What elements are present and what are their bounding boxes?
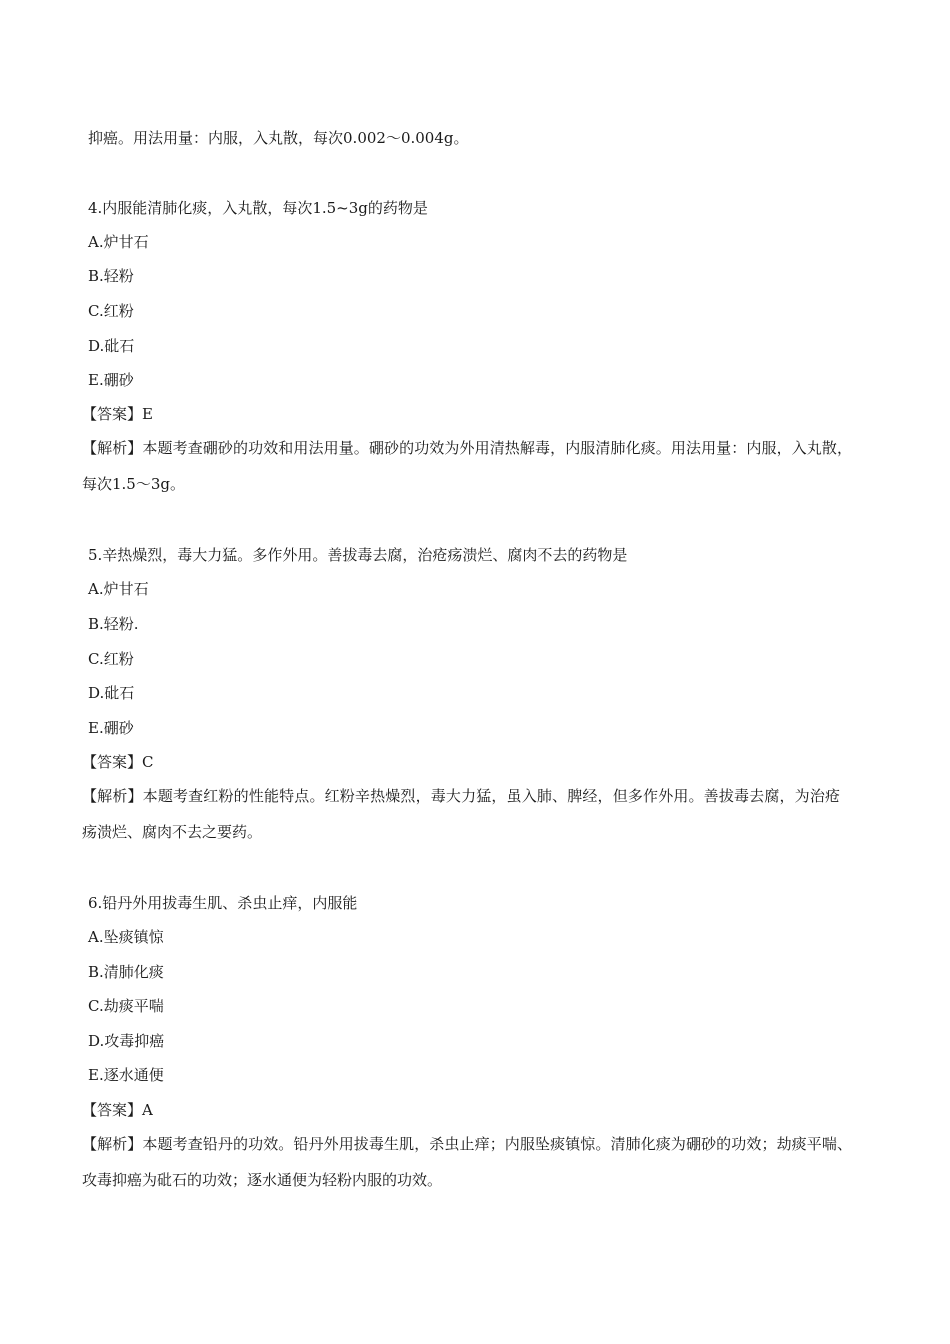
- option-b: B.清肺化痰: [88, 963, 164, 981]
- answer: 【答案】C: [82, 753, 154, 771]
- option-c: C.劫痰平喘: [88, 997, 164, 1015]
- analysis-label: 【解析】: [82, 787, 143, 805]
- intro-text: 抑癌。用法用量：内服，入丸散，每次0.002～0.004g。: [88, 129, 469, 147]
- option-c: C.红粉: [88, 650, 134, 668]
- option-d: D.砒石: [88, 684, 135, 702]
- analysis: [82, 1126, 852, 1198]
- option-b: B.轻粉: [88, 267, 134, 285]
- option-e: E.硼砂: [88, 719, 134, 737]
- option-e: E.逐水通便: [88, 1066, 164, 1084]
- question-stem: 6.铅丹外用拔毒生肌、杀虫止痒，内服能: [88, 894, 358, 912]
- question-stem: 4.内服能清肺化痰，入丸散，每次1.5~3g的药物是: [88, 199, 428, 217]
- answer: 【答案】E: [82, 405, 153, 423]
- analysis-text: 本题考查铅丹的功效。铅丹外用拔毒生肌，杀虫止痒；内服坠痰镇惊。清肺化痰为硼砂的功效；劫痰平喘、攻毒抑癌为砒石的功效；逐水通便为轻粉内服的功效。: [82, 1135, 852, 1189]
- option-c: C.红粉: [88, 302, 134, 320]
- analysis-label: 【解析】: [82, 439, 143, 457]
- analysis: [82, 778, 840, 850]
- option-a: A.坠痰镇惊: [88, 928, 164, 946]
- question-stem: 5.辛热燥烈，毒大力猛。多作外用。善拔毒去腐，治疮疡溃烂、腐肉不去的药物是: [88, 546, 628, 564]
- option-d: D.攻毒抑癌: [88, 1032, 165, 1050]
- answer: 【答案】A: [82, 1101, 153, 1119]
- option-e: E.硼砂: [88, 371, 134, 389]
- analysis: [82, 430, 852, 502]
- analysis-text: 本题考查硼砂的功效和用法用量。硼砂的功效为外用清热解毒，内服清肺化痰。用法用量：内服，入丸散，每次1.5～3g。: [82, 439, 852, 493]
- analysis-label: 【解析】: [82, 1135, 143, 1153]
- option-a: A.炉甘石: [88, 233, 149, 251]
- analysis-text: 本题考查红粉的性能特点。红粉辛热燥烈，毒大力猛，虽入肺、脾经，但多作外用。善拔毒去腐，为治疮疡溃烂、腐肉不去之要药。: [82, 787, 840, 841]
- option-b: B.轻粉.: [88, 615, 139, 633]
- option-a: A.炉甘石: [88, 580, 149, 598]
- option-d: D.砒石: [88, 337, 135, 355]
